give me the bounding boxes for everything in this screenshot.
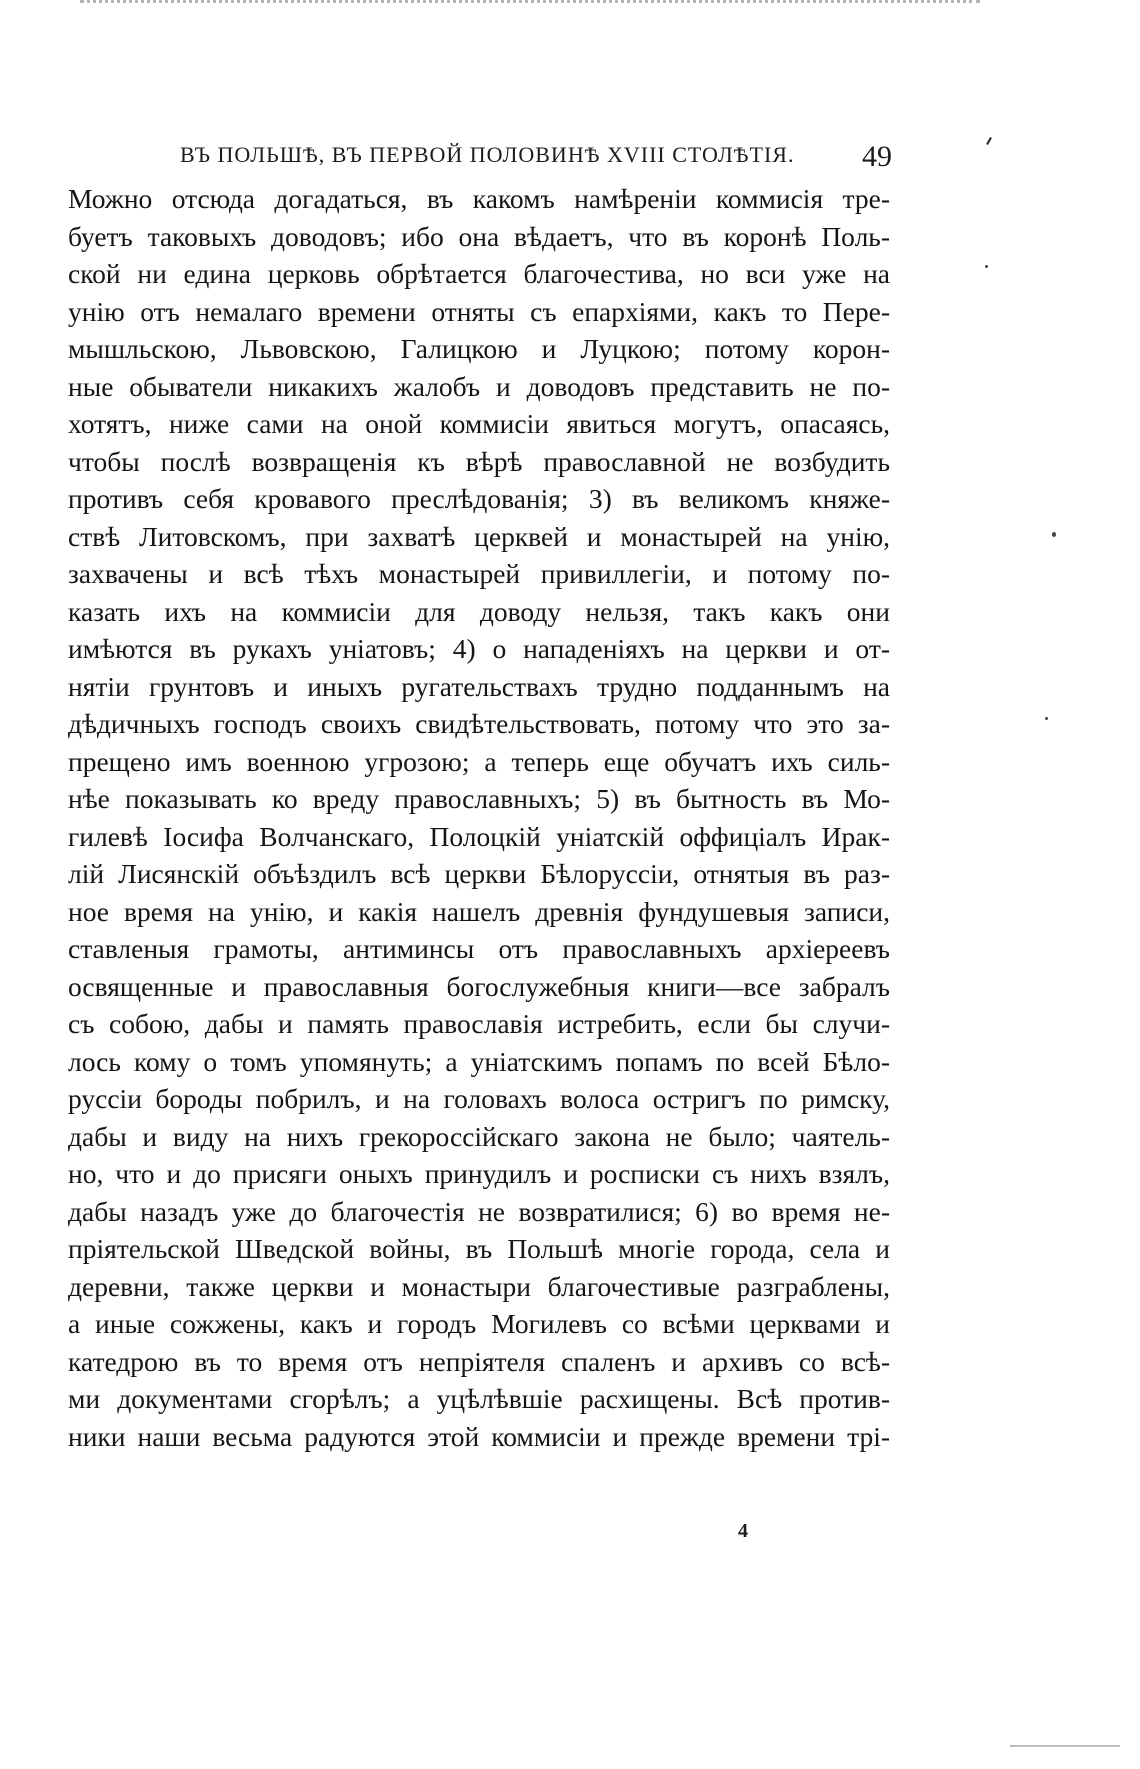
text-line: катедрою въ то время отъ непріятеля спаленъ и архивъ со всѣ- bbox=[68, 1345, 890, 1377]
text-line: деревни, также церкви и монастыри благочестивые разграблены, bbox=[68, 1270, 890, 1302]
text-line: руссіи бороды побрилъ, и на головахъ волоса остригъ по римску, bbox=[68, 1083, 890, 1114]
text-line: дабы назадъ уже до благочестія не возвратилися; 6) во время не- bbox=[68, 1195, 890, 1227]
text-line: но, что и до присяги оныхъ принудилъ и росписки съ нихъ взялъ, bbox=[68, 1158, 890, 1189]
margin-tick-mark bbox=[986, 137, 992, 145]
text-line: ми документами сгорѣлъ; а уцѣлѣвшіе расхищены. Всѣ против- bbox=[68, 1383, 890, 1414]
bottom-edge-rule bbox=[1010, 1745, 1120, 1747]
text-line: Можно отсюда догадаться, въ какомъ намѣреніи коммисія тре- bbox=[68, 183, 890, 214]
margin-speck bbox=[1052, 532, 1056, 537]
top-edge-specks bbox=[80, 0, 980, 13]
text-line: ствѣ Литовскомъ, при захватѣ церквей и монастырей на унію, bbox=[68, 520, 890, 552]
text-line: нятіи грунтовъ и иныхъ ругательствахъ трудно подданнымъ на bbox=[68, 670, 890, 702]
text-line: мышльскою, Львовскою, Галицкою и Луцкою; потому корон- bbox=[68, 333, 890, 364]
text-line: съ собою, дабы и память православія истребить, если бы случи- bbox=[68, 1008, 890, 1039]
text-line: ное время на унію, и какія нашелъ древнія фундушевыя записи, bbox=[68, 895, 890, 927]
text-line: нѣе показывать ко вреду православныхъ; 5) въ бытность въ Мо- bbox=[68, 783, 890, 814]
text-line: освященные и православныя богослужебныя книги—все забралъ bbox=[68, 970, 890, 1002]
text-line: захвачены и всѣ тѣхъ монастырей привиллегіи, и потому по- bbox=[68, 558, 890, 589]
text-line: пріятельской Шведской войны, въ Польшѣ многіе города, села и bbox=[68, 1233, 890, 1264]
margin-speck bbox=[985, 265, 988, 268]
text-line: хотятъ, ниже сами на оной коммисіи явиться могутъ, опасаясь, bbox=[68, 408, 890, 439]
margin-speck bbox=[1045, 717, 1048, 720]
text-line: ской ни едина церковь обрѣтается благочестива, но вси уже на bbox=[68, 258, 890, 289]
text-line: а иные сожжены, какъ и городъ Могилевъ со всѣми церквами и bbox=[68, 1308, 890, 1339]
text-line: ставленыя грамоты, антиминсы отъ православныхъ архіереевъ bbox=[68, 933, 890, 964]
text-line: буетъ таковыхъ доводовъ; ибо она вѣдаетъ, что въ коронѣ Поль- bbox=[68, 220, 890, 252]
body-text bbox=[68, 180, 890, 1455]
text-line: имѣются въ рукахъ уніатовъ; 4) о нападеніяхъ на церкви и от- bbox=[68, 633, 890, 664]
text-line: прещено имъ военною угрозою; а теперь еще обучатъ ихъ силь- bbox=[68, 745, 890, 777]
text-line: ные обыватели никакихъ жалобъ и доводовъ представить не по- bbox=[68, 370, 890, 402]
running-head: ВЪ ПОЛЬШѢ, ВЪ ПЕРВОЙ ПОЛОВИНѢ XVIII СТОЛѢТІЯ. bbox=[180, 142, 795, 167]
text-line: лій Лисянскій объѣздилъ всѣ церкви Бѣлоруссіи, отнятыя въ раз- bbox=[68, 858, 890, 889]
text-line: чтобы послѣ возвращенія къ вѣрѣ православной не возбудить bbox=[68, 445, 890, 477]
text-line: казать ихъ на коммисіи для доводу нельзя, такъ какъ они bbox=[68, 595, 890, 627]
text-line: гилевѣ Іосифа Волчанскаго, Полоцкій уніатскій оффиціалъ Ирак- bbox=[68, 820, 890, 852]
text-line: дабы и виду на нихъ грекороссійскаго закона не было; чаятель- bbox=[68, 1120, 890, 1152]
text-line: дѣдичныхъ господъ своихъ свидѣтельствовать, потому что это за- bbox=[68, 708, 890, 739]
text-line: унію отъ немалаго времени отняты съ епархіями, какъ то Пере- bbox=[68, 295, 890, 327]
text-line: противъ себя кровавого преслѣдованія; 3) въ великомъ княже- bbox=[68, 483, 890, 514]
text-line: лось кому о томъ упомянуть; а уніатскимъ попамъ по всей Бѣло- bbox=[68, 1045, 890, 1077]
page-number: 49 bbox=[862, 140, 892, 173]
text-line: ники наши весьма радуются этой коммисіи и прежде времени трі- bbox=[68, 1420, 890, 1452]
printer-signature-mark: 4 bbox=[738, 1520, 748, 1542]
